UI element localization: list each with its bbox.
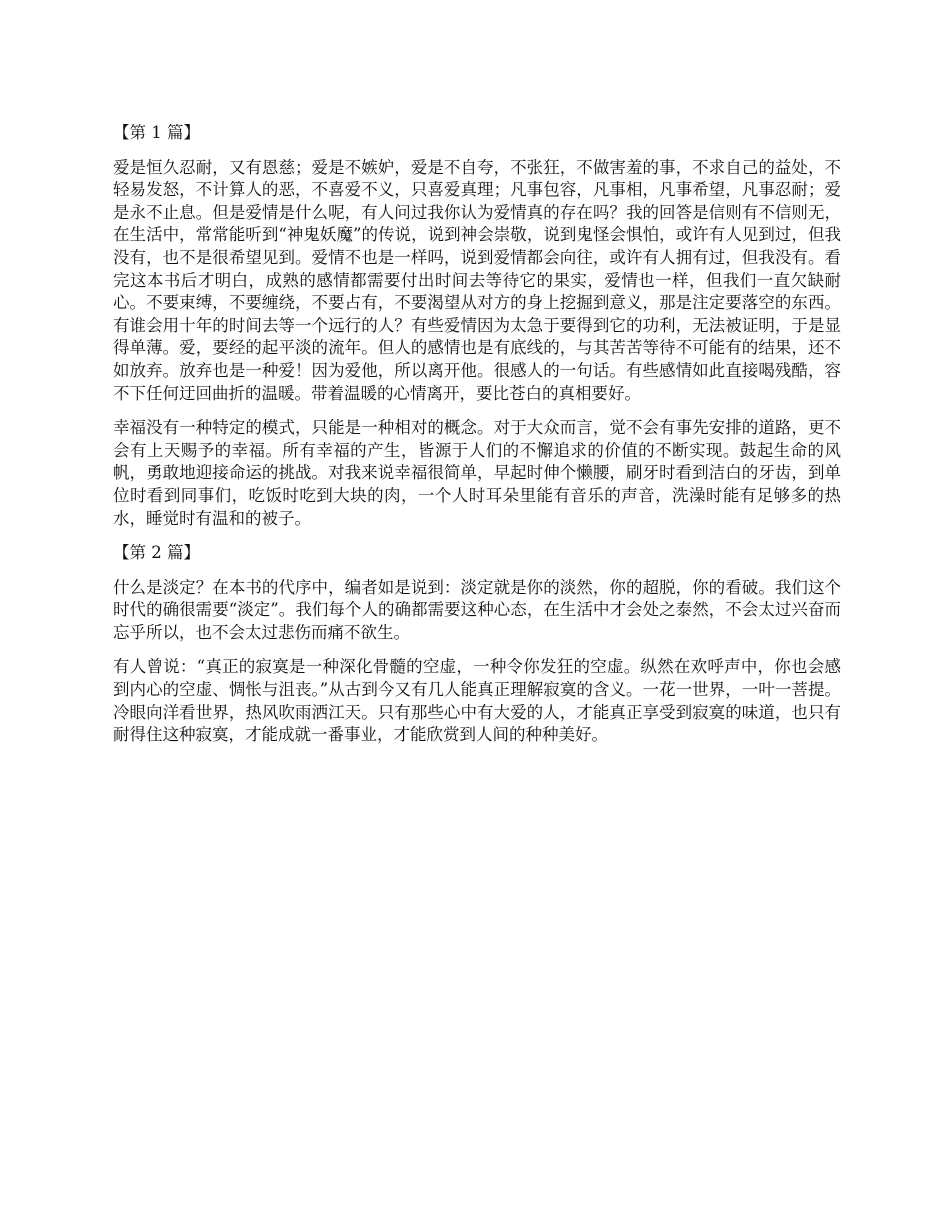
section-1 bbox=[113, 122, 841, 530]
section-2 bbox=[113, 542, 841, 747]
paragraph: 什么是淡定？在本书的代序中，编者如是说到：淡定就是你的淡然，你的超脱，你的看破。我们这个时代的确很需要“淡定”。我们每个人的确都需要这种心态，在生活中才会处之泰然，不会太过兴奋而忘乎所以，也不会太过悲伤而痛不欲生。 bbox=[113, 577, 841, 642]
section-heading: 【第 2 篇】 bbox=[113, 543, 200, 563]
section-heading: 【第 1 篇】 bbox=[113, 123, 200, 142]
paragraph: 爱是恒久忍耐，又有恩慈；爱是不嫉妒，爱是不自夸，不张狂，不做害羞的事，不求自己的益处，不轻易发怒，不计算人的恶，不喜爱不义，只喜爱真理；凡事包容，凡事相，凡事希望，凡事忍耐；爱是永不止息。但是爱情是什么呢，有人问过我你认为爱情真的存在吗？我的回答是信则有不信则无，在生活中，常常能听到“神鬼妖魔”的传说，说到神会崇敬，说到鬼怪会惧怕，或许有人见到过，但我没有，也不是很希望见到。爱情不也是一样吗，说到爱情都会向往，或许有人拥有过，但我没有。看完这本书后才明白，成熟的感情都需要付出时间去等待它的果实，爱情也一样，但我们一直欠缺耐心。不要束缚，不要缠绕，不要占有，不要渴望从对方的身上挖掘到意义，那是注定要落空的东西。有谁会用十年的时间去等一个远行的人？有些爱情因为太急于要得到它的功利，无法被证明，于是显得单薄。爱，要经的起平淡的流年。但人的感情也是有底线的，与其苦苦等待不可能有的结果，还不如放弃。放弃也是一种爱！因为爱他，所以离开他。很感人的一句话。有些感情如此直接喝残酷，容不下任何迂回曲折的温暖。带着温暖的心情离开，要比苍白的真相要好。 bbox=[113, 157, 841, 403]
paragraph: 幸福没有一种特定的模式，只能是一种相对的概念。对于大众而言，觉不会有事先安排的道路，更不会有上天赐予的幸福。所有幸福的产生，皆源于人们的不懈追求的价值的不断实现。鼓起生命的风帆，勇敢地迎接命运的挑战。对我来说幸福很简单，早起时伸个懒腰，刷牙时看到洁白的牙齿，到单位时看到同事们，吃饭时吃到大块的肉，一个人时耳朵里能有音乐的声音，洗澡时能有足够多的热水，睡觉时有温和的被子。 bbox=[113, 418, 841, 528]
document-page bbox=[113, 122, 841, 759]
paragraph: 有人曾说：“真正的寂寞是一种深化骨髓的空虚，一种令你发狂的空虚。纵然在欢呼声中，你也会感到内心的空虚、惆怅与沮丧。”从古到今又有几人能真正理解寂寞的含义。一花一世界，一叶一菩提。冷眼向洋看世界，热风吹雨洒江天。只有那些心中有大爱的人，才能真正享受到寂寞的味道，也只有耐得住这种寂寞，才能成就一番事业，才能欣赏到人间的种种美好。 bbox=[113, 657, 841, 745]
